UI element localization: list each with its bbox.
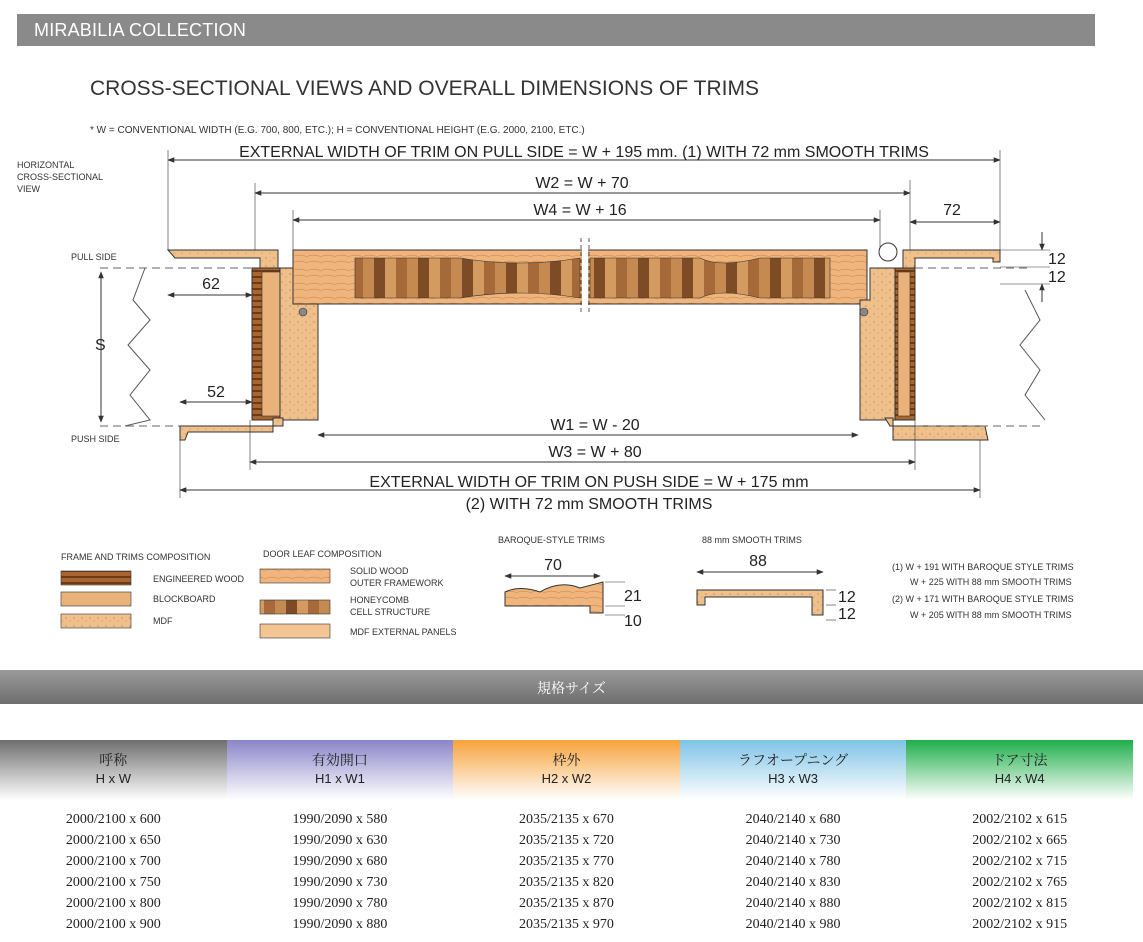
baroque-width: 70 (544, 557, 562, 574)
dim-ext-push-2: (2) WITH 72 mm SMOOTH TRIMS (465, 496, 713, 513)
legend-mdf: MDF (153, 616, 173, 626)
legend-leaf-title: DOOR LEAF COMPOSITION (263, 549, 382, 559)
note-3: (2) W + 171 WITH BAROQUE STYLE TRIMS (892, 594, 1074, 604)
legend-swatch-mdf-panels (260, 624, 330, 638)
dim-w2: W2 = W + 70 (535, 175, 629, 192)
dim-52: 52 (207, 384, 225, 401)
dim-ext-pull: EXTERNAL WIDTH OF TRIM ON PULL SIDE = W + 195 mm. (1) WITH 72 mm SMOOTH TRIMS (239, 144, 929, 161)
table-row: 2000/2100 x 750 1990/2090 x 730 2035/2135 x 820 2040/2140 x 830 2002/2102 x 765 (0, 872, 1133, 893)
legend-solid-wood-2: OUTER FRAMEWORK (350, 578, 444, 588)
table-row: 2000/2100 x 600 1990/2090 x 580 2035/2135 x 670 2040/2140 x 680 2002/2102 x 615 (65, 811, 1068, 827)
section-bar (0, 670, 1143, 704)
legend-swatch-mdf (61, 614, 131, 628)
section-title: 規格サイズ (537, 681, 606, 697)
dim-w3: W3 = W + 80 (548, 444, 642, 461)
s-label: S (95, 337, 106, 354)
table-row: 2000/2100 x 800 1990/2090 x 780 2035/2135 x 870 2040/2140 x 880 2002/2102 x 815 (65, 895, 1068, 911)
legend-honeycomb-2: CELL STRUCTURE (350, 607, 431, 617)
table-row: 2000/2100 x 650 1990/2090 x 630 2035/2135 x 720 2040/2140 x 730 2002/2102 x 665 (0, 830, 1133, 851)
baroque-h2: 10 (624, 613, 642, 630)
dim-w4: W4 = W + 16 (533, 202, 627, 219)
legend-honeycomb-1: HONEYCOMB (350, 595, 410, 605)
legend-blockboard: BLOCKBOARD (153, 594, 216, 604)
spec-table (0, 740, 1133, 935)
col-header-door: ドア寸法 H4 x W4 (906, 740, 1133, 800)
push-side-label: PUSH SIDE (71, 434, 120, 444)
table-row: 2000/2100 x 700 1990/2090 x 680 2035/2135 x 770 2040/2140 x 780 2002/2102 x 715 (65, 853, 1068, 869)
baroque-title: BAROQUE-STYLE TRIMS (498, 535, 605, 545)
legend-swatch-solid-wood (260, 569, 330, 583)
dim-12a: 12 (1048, 251, 1066, 268)
dim-12b: 12 (1048, 269, 1066, 286)
diagram-title: CROSS-SECTIONAL VIEWS AND OVERALL DIMENSIONS OF TRIMS (90, 77, 760, 100)
pull-side-label: PULL SIDE (71, 252, 117, 262)
legend-swatch-blockboard (61, 592, 131, 606)
legend-swatch-honeycomb (260, 600, 330, 614)
diagram-footnote: * W = CONVENTIONAL WIDTH (E.G. 700, 800, ETC.); H = CONVENTIONAL HEIGHT (E.G. 2000, 2100, ETC.) (90, 125, 585, 136)
baroque-h1: 21 (624, 588, 642, 605)
dim-62: 62 (202, 276, 220, 293)
legend-solid-wood-1: SOLID WOOD (350, 566, 409, 576)
col-header-opening: 有効開口 H1 x W1 (227, 740, 454, 800)
legend-engineered: ENGINEERED WOOD (153, 574, 245, 584)
table-row: 2000/2100 x 900 1990/2090 x 880 2035/2135 x 970 2040/2140 x 980 2002/2102 x 915 (0, 914, 1133, 935)
smooth-title: 88 mm SMOOTH TRIMS (702, 535, 802, 545)
view-label-3: VIEW (17, 184, 41, 194)
legend-swatch-engineered (61, 571, 131, 585)
col-header-rough: ラフオープニング H3 x W3 (680, 740, 907, 800)
smooth-h1: 12 (838, 589, 856, 606)
col-header-nominal: 呼称 H x W (0, 740, 227, 800)
note-4: W + 205 WITH 88 mm SMOOTH TRIMS (910, 610, 1072, 620)
dim-w1: W1 = W - 20 (550, 417, 640, 434)
note-2: W + 225 WITH 88 mm SMOOTH TRIMS (910, 577, 1072, 587)
legend-mdf-panels: MDF EXTERNAL PANELS (350, 627, 457, 637)
legend-frame-title: FRAME AND TRIMS COMPOSITION (61, 552, 211, 562)
dim-ext-push-1: EXTERNAL WIDTH OF TRIM ON PUSH SIDE = W + 175 mm (369, 474, 809, 491)
header-title: MIRABILIA COLLECTION (34, 20, 247, 40)
col-header-frame: 枠外 H2 x W2 (453, 740, 680, 800)
view-label-1: HORIZONTAL (17, 160, 75, 170)
smooth-width: 88 (749, 553, 767, 570)
view-label-2: CROSS-SECTIONAL (17, 172, 104, 182)
note-1: (1) W + 191 WITH BAROQUE STYLE TRIMS (892, 562, 1074, 572)
smooth-h2: 12 (838, 606, 856, 623)
dim-72: 72 (943, 202, 961, 219)
